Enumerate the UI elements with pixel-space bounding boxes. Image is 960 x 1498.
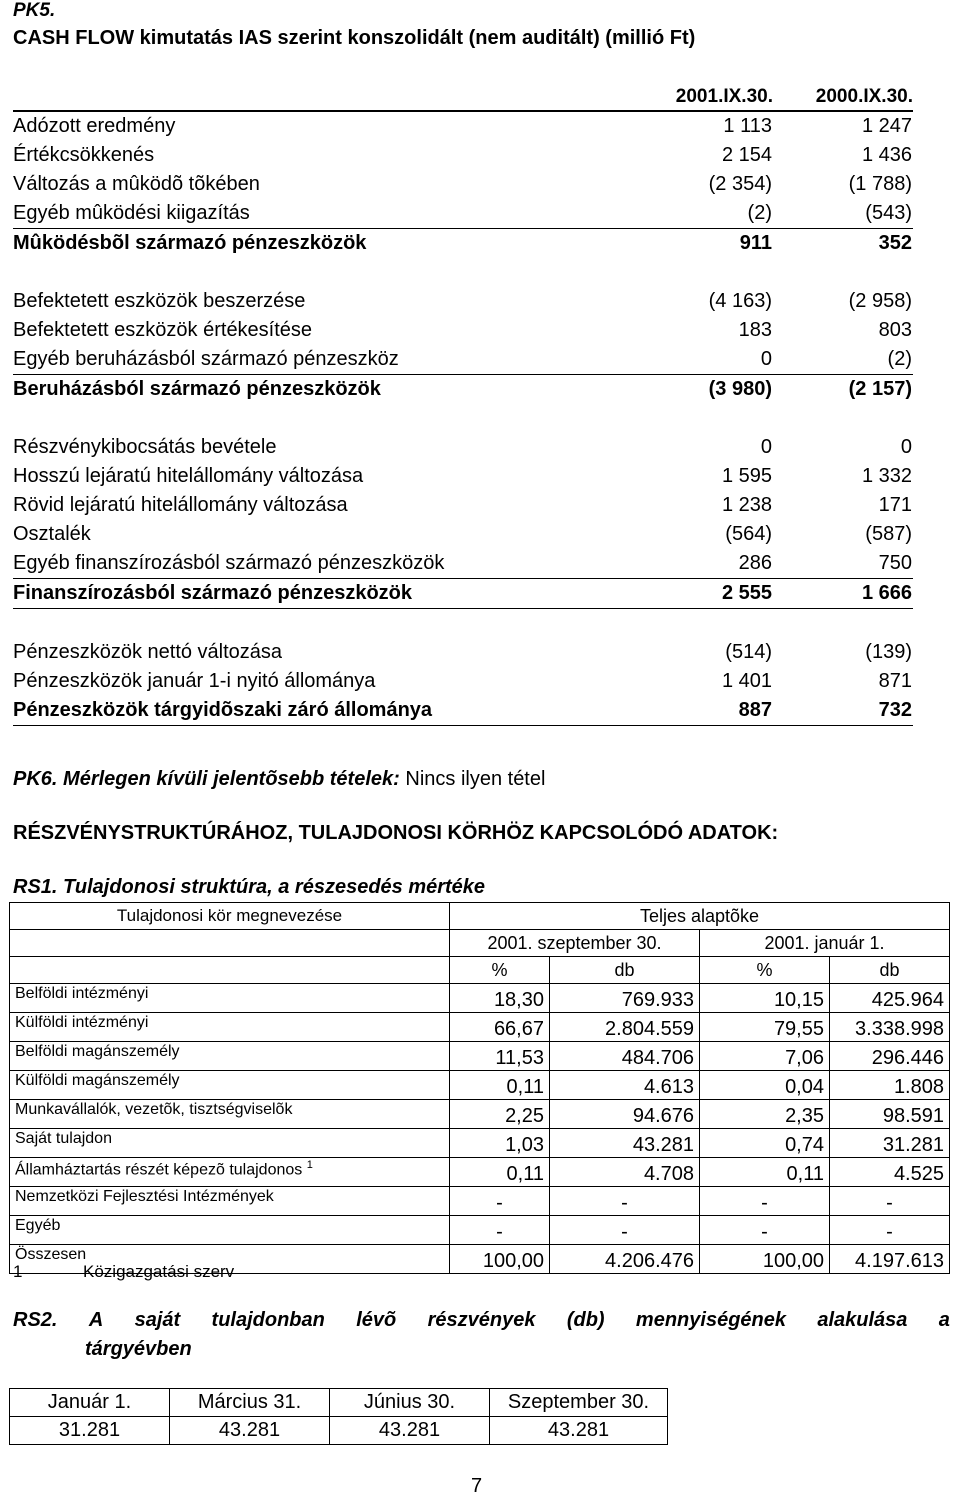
- value-2000: 732: [878, 699, 912, 721]
- value-d2: 4.525: [830, 1158, 950, 1187]
- header-empty: [10, 957, 450, 984]
- ownership-row: [10, 984, 950, 1013]
- value-p1: 1,03: [450, 1129, 550, 1158]
- rs2-word: részvények: [427, 1309, 536, 1331]
- row-label: Változás a mûködõ tõkében: [13, 173, 260, 195]
- owner-label: [10, 1100, 450, 1129]
- cash-flow-row: [13, 433, 913, 462]
- rs1-title: RS1. Tulajdonosi struktúra, a részesedés mértéke: [13, 876, 486, 898]
- header-total-capital: Teljes alaptõke: [450, 903, 950, 930]
- rs2-title-line1: [13, 1306, 950, 1335]
- value-d2: 31.281: [830, 1129, 950, 1158]
- section-label-pk5: PK5.: [13, 0, 56, 21]
- shares-date-header: Január 1.: [10, 1389, 170, 1417]
- cash-flow-row: [13, 462, 913, 491]
- value-p2: -: [700, 1216, 830, 1245]
- header-db-2: db: [830, 957, 950, 984]
- value-2000: 803: [878, 319, 912, 341]
- value-p1: 11,53: [450, 1042, 550, 1071]
- cash-flow-row: [13, 696, 913, 726]
- row-label: Részvénykibocsátás bevétele: [13, 436, 277, 458]
- rs2-word: tulajdonban: [211, 1309, 325, 1331]
- header-empty: [10, 930, 450, 957]
- cash-flow-header: [13, 84, 913, 112]
- row-label: Adózott eredmény: [13, 115, 176, 137]
- owner-label: [10, 984, 450, 1013]
- cash-flow-row: [13, 199, 913, 228]
- row-label: Pénzeszközök január 1-i nyitó állománya: [13, 670, 376, 692]
- owner-name: Belföldi magánszemély: [15, 1043, 180, 1060]
- value-2000: 1 332: [861, 465, 912, 487]
- value-p2: 7,06: [700, 1042, 830, 1071]
- value-p2: 0,74: [700, 1129, 830, 1158]
- owner-name: Nemzetközi Fejlesztési Intézmények: [15, 1188, 274, 1205]
- value-2000: (1 788): [848, 173, 912, 195]
- own-shares-value-row: [10, 1417, 668, 1445]
- pk6-label: PK6.: [13, 768, 58, 790]
- owner-name: Külföldi intézményi: [15, 1014, 149, 1031]
- value-2001: 2 154: [721, 144, 772, 166]
- shares-count: 43.281: [490, 1417, 668, 1445]
- owner-name: Államháztartás részét képezõ tulajdonos: [15, 1161, 303, 1179]
- rs2-word: (db): [566, 1309, 605, 1331]
- value-2000: (587): [865, 523, 912, 545]
- ownership-body: [10, 984, 950, 1274]
- shares-date-header: Március 31.: [170, 1389, 330, 1417]
- owner-name: Munkavállalók, vezetõk, tisztségviselõk: [15, 1101, 293, 1118]
- pk6-title: Mérlegen kívüli jelentõsebb tételek:: [63, 768, 400, 790]
- value-2001: 1 113: [723, 115, 772, 137]
- owner-name: Belföldi intézményi: [15, 985, 149, 1002]
- value-2001: (2 354): [708, 173, 772, 195]
- cash-flow-row: [13, 638, 913, 667]
- value-d1: 4.613: [550, 1071, 700, 1100]
- value-2000: 1 666: [861, 582, 912, 604]
- value-2001: 286: [738, 552, 772, 574]
- cash-flow-body: [13, 112, 913, 726]
- value-2000: 750: [878, 552, 912, 574]
- ownership-row: [10, 1071, 950, 1100]
- ownership-row: [10, 1129, 950, 1158]
- header-pct-2: %: [700, 957, 830, 984]
- cash-flow-row: [13, 667, 913, 696]
- value-d2: 425.964: [830, 984, 950, 1013]
- row-label: Egyéb finanszírozásból származó pénzeszközök: [13, 552, 445, 574]
- ownership-row: [10, 1158, 950, 1187]
- value-p1: 66,67: [450, 1013, 550, 1042]
- value-p2: 79,55: [700, 1013, 830, 1042]
- value-p2: 100,00: [700, 1245, 830, 1274]
- value-2001: (2): [747, 202, 772, 224]
- rs2-word: RS2.: [13, 1309, 58, 1331]
- value-p1: -: [450, 1187, 550, 1216]
- value-2001: 911: [739, 232, 772, 254]
- cash-flow-row: [13, 112, 913, 141]
- value-2001: 183: [738, 319, 772, 341]
- owner-name: Külföldi magánszemély: [15, 1072, 180, 1089]
- section-heading: RÉSZVÉNYSTRUKTÚRÁHOZ, TULAJDONOSI KÖRHÖZ KAPCSOLÓDÓ ADATOK:: [13, 822, 779, 844]
- pk6-line: [13, 768, 545, 791]
- value-d1: -: [550, 1216, 700, 1245]
- owner-name: Egyéb: [15, 1217, 61, 1234]
- shares-count: 31.281: [10, 1417, 170, 1445]
- owner-name: Összesen: [15, 1246, 87, 1263]
- header-db-1: db: [550, 957, 700, 984]
- value-d2: 4.197.613: [830, 1245, 950, 1274]
- cash-flow-row: [13, 316, 913, 345]
- cash-flow-title: CASH FLOW kimutatás IAS szerint konszolidált (nem auditált) (millió Ft): [13, 27, 696, 49]
- rs2-word: alakulása: [817, 1309, 908, 1331]
- row-label: Hosszú lejáratú hitelállomány változása: [13, 465, 364, 487]
- footnote-ref: 1: [306, 1159, 313, 1171]
- cash-flow-row: [13, 141, 913, 170]
- rs2-word: A: [88, 1309, 104, 1331]
- value-p1: 2,25: [450, 1100, 550, 1129]
- value-2000: 171: [878, 494, 912, 516]
- cash-flow-row: [13, 170, 913, 199]
- shares-count: 43.281: [330, 1417, 490, 1445]
- value-p1: -: [450, 1216, 550, 1245]
- own-shares-table: [9, 1388, 668, 1445]
- owner-label: [10, 1187, 450, 1216]
- value-2000: (2): [887, 348, 912, 370]
- value-d2: 296.446: [830, 1042, 950, 1071]
- footnote-number: 1: [13, 1262, 23, 1281]
- value-d1: -: [550, 1187, 700, 1216]
- header-pct-1: %: [450, 957, 550, 984]
- value-2001: 1 238: [721, 494, 772, 516]
- row-spacer: [13, 404, 913, 433]
- value-p1: 18,30: [450, 984, 550, 1013]
- row-label: Egyéb mûködési kiigazítás: [13, 202, 250, 224]
- value-p2: 0,04: [700, 1071, 830, 1100]
- value-d2: 3.338.998: [830, 1013, 950, 1042]
- value-2000: (2 958): [848, 290, 912, 312]
- rs2-title-line2: tárgyévben: [85, 1338, 192, 1360]
- cash-flow-row: [13, 491, 913, 520]
- value-2001: 0: [760, 348, 772, 370]
- shares-date-header: Június 30.: [330, 1389, 490, 1417]
- row-label: Mûködésbõl származó pénzeszközök: [13, 232, 367, 254]
- value-2000: (2 157): [848, 378, 912, 400]
- owner-label: [10, 1158, 450, 1187]
- value-2001: 1 401: [721, 670, 772, 692]
- cash-flow-row: [13, 549, 913, 578]
- value-2001: (3 980): [708, 378, 772, 400]
- cash-flow-row: [13, 287, 913, 316]
- value-d1: 4.206.476: [550, 1245, 700, 1274]
- value-p2: 10,15: [700, 984, 830, 1013]
- rs2-word: a: [938, 1309, 950, 1331]
- value-d1: 769.933: [550, 984, 700, 1013]
- owner-label: [10, 1013, 450, 1042]
- value-d1: 94.676: [550, 1100, 700, 1129]
- rs2-title: [13, 1306, 950, 1364]
- value-d1: 2.804.559: [550, 1013, 700, 1042]
- column-header-2000: 2000.IX.30.: [815, 86, 913, 107]
- value-p2: 2,35: [700, 1100, 830, 1129]
- value-p1: 0,11: [450, 1158, 550, 1187]
- value-d1: 43.281: [550, 1129, 700, 1158]
- row-label: Beruházásból származó pénzeszközök: [13, 378, 381, 400]
- row-label: Finanszírozásból származó pénzeszközök: [13, 582, 412, 604]
- owner-label: [10, 1216, 450, 1245]
- value-2000: 871: [878, 670, 912, 692]
- value-d1: 4.708: [550, 1158, 700, 1187]
- cash-flow-row: [13, 374, 913, 404]
- header-owner-name: Tulajdonosi kör megnevezése: [10, 903, 450, 930]
- footnote-text: Közigazgatási szerv: [83, 1262, 235, 1281]
- page-number: 7: [471, 1475, 483, 1497]
- row-spacer: [13, 258, 913, 287]
- value-2000: 0: [900, 436, 912, 458]
- header-date-2: 2001. január 1.: [700, 930, 950, 957]
- value-2001: 887: [738, 699, 772, 721]
- row-label: Egyéb beruházásból származó pénzeszköz: [13, 348, 399, 370]
- row-label: Osztalék: [13, 523, 91, 545]
- value-d2: 98.591: [830, 1100, 950, 1129]
- value-p1: 0,11: [450, 1071, 550, 1100]
- row-label: Pénzeszközök nettó változása: [13, 641, 283, 663]
- value-p2: 0,11: [700, 1158, 830, 1187]
- value-p2: -: [700, 1187, 830, 1216]
- cash-flow-table: [13, 84, 913, 726]
- cash-flow-row: [13, 578, 913, 609]
- ownership-row: [10, 1013, 950, 1042]
- cash-flow-row: [13, 345, 913, 374]
- row-spacer: [13, 609, 913, 638]
- shares-date-header: Szeptember 30.: [490, 1389, 668, 1417]
- value-2001: 2 555: [721, 582, 772, 604]
- shares-count: 43.281: [170, 1417, 330, 1445]
- rs2-word: mennyiségének: [635, 1309, 786, 1331]
- value-2000: (543): [865, 202, 912, 224]
- value-2000: (139): [865, 641, 912, 663]
- column-header-2001: 2001.IX.30.: [675, 86, 773, 107]
- header-date-1: 2001. szeptember 30.: [450, 930, 700, 957]
- value-d2: 1.808: [830, 1071, 950, 1100]
- value-d2: -: [830, 1216, 950, 1245]
- value-2000: 1 436: [861, 144, 912, 166]
- value-2000: 352: [878, 232, 912, 254]
- own-shares-header-row: [10, 1389, 668, 1417]
- rs2-word: lévõ: [356, 1309, 397, 1331]
- cash-flow-row: [13, 228, 913, 258]
- value-p1: 100,00: [450, 1245, 550, 1274]
- row-label: Értékcsökkenés: [13, 144, 155, 166]
- cash-flow-row: [13, 520, 913, 549]
- value-2000: 1 247: [861, 115, 912, 137]
- pk6-text: Nincs ilyen tétel: [405, 768, 546, 790]
- value-2001: 1 595: [721, 465, 772, 487]
- ownership-table: [9, 902, 950, 1274]
- row-label: Rövid lejáratú hitelállomány változása: [13, 494, 348, 516]
- ownership-row: [10, 1042, 950, 1071]
- value-d1: 484.706: [550, 1042, 700, 1071]
- owner-label: [10, 1071, 450, 1100]
- row-label: Befektetett eszközök beszerzése: [13, 290, 306, 312]
- ownership-row: [10, 1216, 950, 1245]
- owner-label: [10, 1042, 450, 1071]
- owner-label: [10, 1129, 450, 1158]
- rs2-word: saját: [134, 1309, 181, 1331]
- footnote: [13, 1262, 234, 1282]
- row-label: Befektetett eszközök értékesítése: [13, 319, 313, 341]
- ownership-row: [10, 1187, 950, 1216]
- ownership-row: [10, 1100, 950, 1129]
- owner-name: Saját tulajdon: [15, 1130, 112, 1147]
- value-2001: (4 163): [708, 290, 772, 312]
- value-2001: (564): [725, 523, 772, 545]
- row-label: Pénzeszközök tárgyidõszaki záró állománya: [13, 699, 433, 721]
- value-2001: (514): [725, 641, 772, 663]
- value-d2: -: [830, 1187, 950, 1216]
- value-2001: 0: [760, 436, 772, 458]
